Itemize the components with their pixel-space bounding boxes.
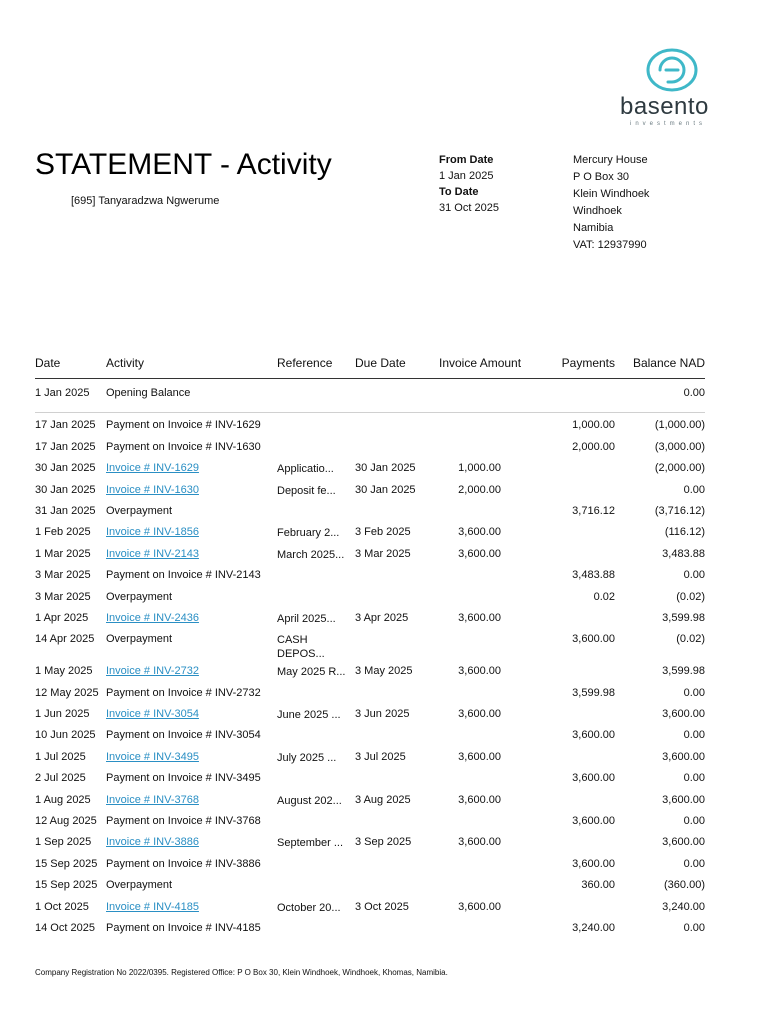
row-balance: 3,600.00 (662, 750, 705, 763)
row-date: 31 Jan 2025 (35, 504, 96, 517)
address-line: Windhoek (573, 205, 622, 217)
col-activity: Activity (106, 352, 277, 379)
table-row (35, 589, 705, 610)
table-row (35, 770, 705, 791)
from-date-value: 1 Jan 2025 (439, 170, 494, 182)
row-reference (277, 685, 355, 706)
row-activity: Payment on Invoice # INV-3768 (106, 815, 261, 828)
row-activity (106, 546, 277, 567)
row-balance: (116.12) (664, 526, 705, 539)
row-reference (277, 727, 355, 748)
row-payment (527, 482, 615, 503)
row-balance: (3,716.12) (654, 504, 705, 517)
row-invoice-amount (439, 439, 527, 460)
row-due-date: 30 Jan 2025 (355, 462, 416, 475)
table-row (35, 524, 705, 545)
table-row (35, 792, 705, 813)
row-reference (277, 920, 355, 941)
row-date: 30 Jan 2025 (35, 462, 96, 475)
row-reference: September ... (277, 837, 344, 850)
table-row (35, 877, 705, 898)
row-due-date: 3 Jul 2025 (355, 750, 406, 763)
row-payment: 0.02 (593, 590, 615, 603)
row-reference: Applicatio... (277, 463, 334, 476)
row-date: 10 Jun 2025 (35, 729, 96, 742)
row-activity (106, 482, 277, 503)
row-invoice-amount (439, 503, 527, 524)
row-invoice-amount (439, 877, 527, 898)
row-payment: 3,600.00 (572, 729, 615, 742)
col-invoice-amount: Invoice Amount (439, 352, 527, 379)
row-payment: 1,000.00 (572, 419, 615, 432)
row-balance: 3,600.00 (662, 708, 705, 721)
customer-name: [695] Tanyaradzwa Ngwerume (71, 195, 220, 207)
invoice-link[interactable]: Invoice # INV-1856 (106, 526, 199, 539)
col-date: Date (35, 352, 106, 379)
row-activity: Payment on Invoice # INV-3054 (106, 729, 261, 742)
row-activity: Payment on Invoice # INV-3495 (106, 772, 261, 785)
table-row (35, 460, 705, 481)
row-reference: August 202... (277, 794, 342, 807)
row-due-date: 3 Feb 2025 (355, 526, 411, 539)
row-activity (106, 899, 277, 920)
row-payment (527, 899, 615, 920)
row-invoice-amount (439, 413, 527, 439)
address-line: Klein Windhoek (573, 188, 650, 200)
row-due-date: 30 Jan 2025 (355, 483, 416, 496)
table-row (35, 413, 705, 439)
row-invoice-amount (439, 631, 527, 663)
table-row (35, 567, 705, 588)
row-date: 1 Apr 2025 (35, 611, 89, 624)
row-payment: 2,000.00 (572, 440, 615, 453)
address-line: Namibia (573, 222, 614, 234)
row-date: 1 May 2025 (35, 665, 93, 678)
row-balance: 0.00 (615, 379, 705, 413)
row-payment (527, 546, 615, 567)
table-row (35, 482, 705, 503)
address-line: Mercury House (573, 154, 648, 166)
invoice-link[interactable]: Invoice # INV-2436 (106, 611, 199, 624)
row-date: 3 Mar 2025 (35, 590, 91, 603)
row-invoice-amount: 3,600.00 (458, 526, 501, 539)
row-date: 3 Mar 2025 (35, 569, 91, 582)
table-row (35, 503, 705, 524)
row-invoice-amount (439, 813, 527, 834)
row-reference (277, 503, 355, 524)
table-row (35, 631, 705, 663)
row-date: 1 Jan 2025 (35, 379, 106, 413)
vat-number: VAT: 12937990 (573, 239, 647, 251)
statement-table (35, 352, 705, 941)
invoice-link[interactable]: Invoice # INV-3495 (106, 750, 199, 763)
company-address (573, 152, 649, 254)
row-balance: 0.00 (683, 686, 705, 699)
invoice-link[interactable]: Invoice # INV-4185 (106, 900, 199, 913)
row-payment: 3,600.00 (572, 772, 615, 785)
row-due-date: 3 May 2025 (355, 665, 413, 678)
row-activity: Overpayment (106, 633, 173, 646)
row-payment: 3,716.12 (572, 504, 615, 517)
row-date: 14 Apr 2025 (35, 633, 95, 646)
row-payment (527, 749, 615, 770)
row-activity: Payment on Invoice # INV-4185 (106, 921, 261, 934)
row-due-date: 3 Sep 2025 (355, 836, 412, 849)
row-due-date (355, 877, 439, 898)
basento-logo-icon (640, 48, 704, 92)
row-balance: 0.00 (683, 815, 705, 828)
row-date: 1 Sep 2025 (35, 836, 92, 849)
row-reference (277, 439, 355, 460)
row-reference: October 20... (277, 901, 341, 914)
row-date: 1 Jul 2025 (35, 750, 86, 763)
row-reference (277, 856, 355, 877)
row-reference: February 2... (277, 527, 340, 540)
row-balance: (0.02) (676, 590, 705, 603)
row-activity: Overpayment (106, 879, 173, 892)
row-balance: (0.02) (676, 633, 705, 646)
row-payment: 3,600.00 (572, 857, 615, 870)
table-row (35, 685, 705, 706)
row-date: 14 Oct 2025 (35, 921, 95, 934)
row-invoice-amount: 3,600.00 (458, 900, 501, 913)
row-invoice-amount (439, 589, 527, 610)
statement-dates (439, 152, 499, 216)
row-date: 1 Aug 2025 (35, 793, 91, 806)
row-date: 17 Jan 2025 (35, 440, 96, 453)
row-invoice-amount (439, 856, 527, 877)
from-date-label: From Date (439, 154, 494, 166)
row-activity (106, 663, 277, 684)
row-payment: 3,600.00 (572, 815, 615, 828)
row-due-date: 3 Jun 2025 (355, 708, 410, 721)
row-due-date (355, 439, 439, 460)
row-invoice-amount (439, 685, 527, 706)
row-activity: Opening Balance (106, 379, 277, 413)
row-balance: (1,000.00) (654, 419, 705, 432)
row-activity: Payment on Invoice # INV-3886 (106, 857, 261, 870)
row-reference: July 2025 ... (277, 751, 337, 764)
table-row (35, 546, 705, 567)
row-balance: (3,000.00) (654, 440, 705, 453)
row-due-date (355, 727, 439, 748)
invoice-link[interactable]: Invoice # INV-2732 (106, 665, 199, 678)
row-date: 1 Feb 2025 (35, 526, 91, 539)
row-reference (277, 413, 355, 439)
row-invoice-amount: 3,600.00 (458, 793, 501, 806)
row-date: 30 Jan 2025 (35, 483, 96, 496)
row-date: 15 Sep 2025 (35, 857, 98, 870)
row-due-date (355, 503, 439, 524)
logo-tagline: investments (630, 121, 707, 127)
invoice-link[interactable]: Invoice # INV-2143 (106, 547, 199, 560)
row-activity (106, 706, 277, 727)
row-invoice-amount: 2,000.00 (458, 483, 501, 496)
table-row (35, 663, 705, 684)
row-payment (527, 524, 615, 545)
row-activity: Payment on Invoice # INV-2732 (106, 686, 261, 699)
row-balance: (2,000.00) (654, 462, 705, 475)
row-date: 2 Jul 2025 (35, 772, 86, 785)
row-reference (277, 877, 355, 898)
row-balance: 0.00 (683, 569, 705, 582)
row-date: 1 Oct 2025 (35, 900, 89, 913)
row-invoice-amount: 3,600.00 (458, 836, 501, 849)
row-date: 1 Jun 2025 (35, 708, 90, 721)
footer-registration: Company Registration No 2022/0395. Registered Office: P O Box 30, Klein Windhoek, Windhoek, Khomas, Namibia. (35, 968, 448, 977)
row-activity: Payment on Invoice # INV-2143 (106, 569, 261, 582)
table-row (35, 610, 705, 631)
row-balance: 0.00 (683, 857, 705, 870)
invoice-link[interactable]: Invoice # INV-3054 (106, 708, 199, 721)
row-invoice-amount (439, 770, 527, 791)
table-row (35, 920, 705, 941)
opening-balance-row (35, 379, 705, 413)
page-title: STATEMENT - Activity (35, 148, 332, 181)
row-balance: 0.00 (683, 729, 705, 742)
to-date-value: 31 Oct 2025 (439, 202, 499, 214)
col-balance: Balance NAD (615, 352, 705, 379)
table-row (35, 727, 705, 748)
row-invoice-amount (439, 727, 527, 748)
row-due-date (355, 856, 439, 877)
row-reference: June 2025 ... (277, 709, 341, 722)
invoice-link[interactable]: Invoice # INV-1630 (106, 483, 199, 496)
row-invoice-amount: 3,600.00 (458, 665, 501, 678)
invoice-link[interactable]: Invoice # INV-3886 (106, 836, 199, 849)
row-invoice-amount (439, 567, 527, 588)
row-activity (106, 834, 277, 855)
row-due-date (355, 589, 439, 610)
row-reference: March 2025... (277, 548, 345, 561)
table-row (35, 899, 705, 920)
row-date: 15 Sep 2025 (35, 879, 98, 892)
row-reference: May 2025 R... (277, 666, 346, 679)
row-activity (106, 749, 277, 770)
row-reference (277, 770, 355, 791)
row-balance: 3,240.00 (662, 900, 705, 913)
row-reference: Deposit fe... (277, 484, 336, 497)
row-payment (527, 663, 615, 684)
row-balance: 3,599.98 (662, 611, 705, 624)
row-date: 12 May 2025 (35, 686, 99, 699)
row-due-date: 3 Mar 2025 (355, 547, 411, 560)
row-payment (527, 610, 615, 631)
row-payment (527, 706, 615, 727)
address-line: P O Box 30 (573, 171, 630, 183)
row-invoice-amount: 3,600.00 (458, 708, 501, 721)
row-activity: Overpayment (106, 590, 173, 603)
row-payment: 3,483.88 (572, 569, 615, 582)
row-reference (277, 589, 355, 610)
row-due-date (355, 770, 439, 791)
row-date: 1 Mar 2025 (35, 547, 91, 560)
row-reference: CASH DEPOS... (277, 634, 325, 661)
row-invoice-amount (439, 920, 527, 941)
row-date: 17 Jan 2025 (35, 419, 96, 432)
invoice-link[interactable]: Invoice # INV-3768 (106, 793, 199, 806)
row-reference (277, 813, 355, 834)
row-reference: April 2025... (277, 612, 336, 625)
row-due-date (355, 567, 439, 588)
row-balance: 3,483.88 (662, 547, 705, 560)
row-due-date: 3 Oct 2025 (355, 900, 409, 913)
row-balance: 3,599.98 (662, 665, 705, 678)
row-payment: 3,599.98 (572, 686, 615, 699)
row-balance: 0.00 (683, 483, 705, 496)
row-balance: 0.00 (683, 772, 705, 785)
invoice-link[interactable]: Invoice # INV-1629 (106, 462, 199, 475)
table-header-row (35, 352, 705, 379)
row-balance: 3,600.00 (662, 836, 705, 849)
row-activity (106, 792, 277, 813)
row-balance: 0.00 (683, 921, 705, 934)
row-payment: 3,240.00 (572, 921, 615, 934)
row-due-date: 3 Apr 2025 (355, 611, 409, 624)
row-activity: Payment on Invoice # INV-1629 (106, 419, 261, 432)
table-row (35, 856, 705, 877)
table-row (35, 749, 705, 770)
to-date-label: To Date (439, 186, 479, 198)
row-invoice-amount: 1,000.00 (458, 462, 501, 475)
table-row (35, 834, 705, 855)
row-due-date (355, 920, 439, 941)
table-row (35, 439, 705, 460)
logo-wordmark: basento (620, 93, 709, 120)
row-activity (106, 610, 277, 631)
row-due-date (355, 413, 439, 439)
row-payment (527, 460, 615, 481)
row-payment: 360.00 (581, 879, 615, 892)
row-due-date (355, 685, 439, 706)
company-logo (612, 48, 732, 130)
row-balance: 3,600.00 (662, 793, 705, 806)
row-activity (106, 460, 277, 481)
row-payment: 3,600.00 (572, 633, 615, 646)
row-invoice-amount: 3,600.00 (458, 547, 501, 560)
row-payment (527, 834, 615, 855)
row-invoice-amount: 3,600.00 (458, 750, 501, 763)
table-row (35, 706, 705, 727)
row-due-date (355, 813, 439, 834)
table-row (35, 813, 705, 834)
row-due-date (355, 631, 439, 663)
row-activity: Payment on Invoice # INV-1630 (106, 440, 261, 453)
row-invoice-amount: 3,600.00 (458, 611, 501, 624)
col-payments: Payments (527, 352, 615, 379)
col-due-date: Due Date (355, 352, 439, 379)
row-date: 12 Aug 2025 (35, 815, 97, 828)
row-activity (106, 524, 277, 545)
row-activity: Overpayment (106, 504, 173, 517)
row-due-date: 3 Aug 2025 (355, 793, 411, 806)
row-payment (527, 792, 615, 813)
row-balance: (360.00) (664, 879, 705, 892)
row-reference (277, 567, 355, 588)
col-reference: Reference (277, 352, 355, 379)
